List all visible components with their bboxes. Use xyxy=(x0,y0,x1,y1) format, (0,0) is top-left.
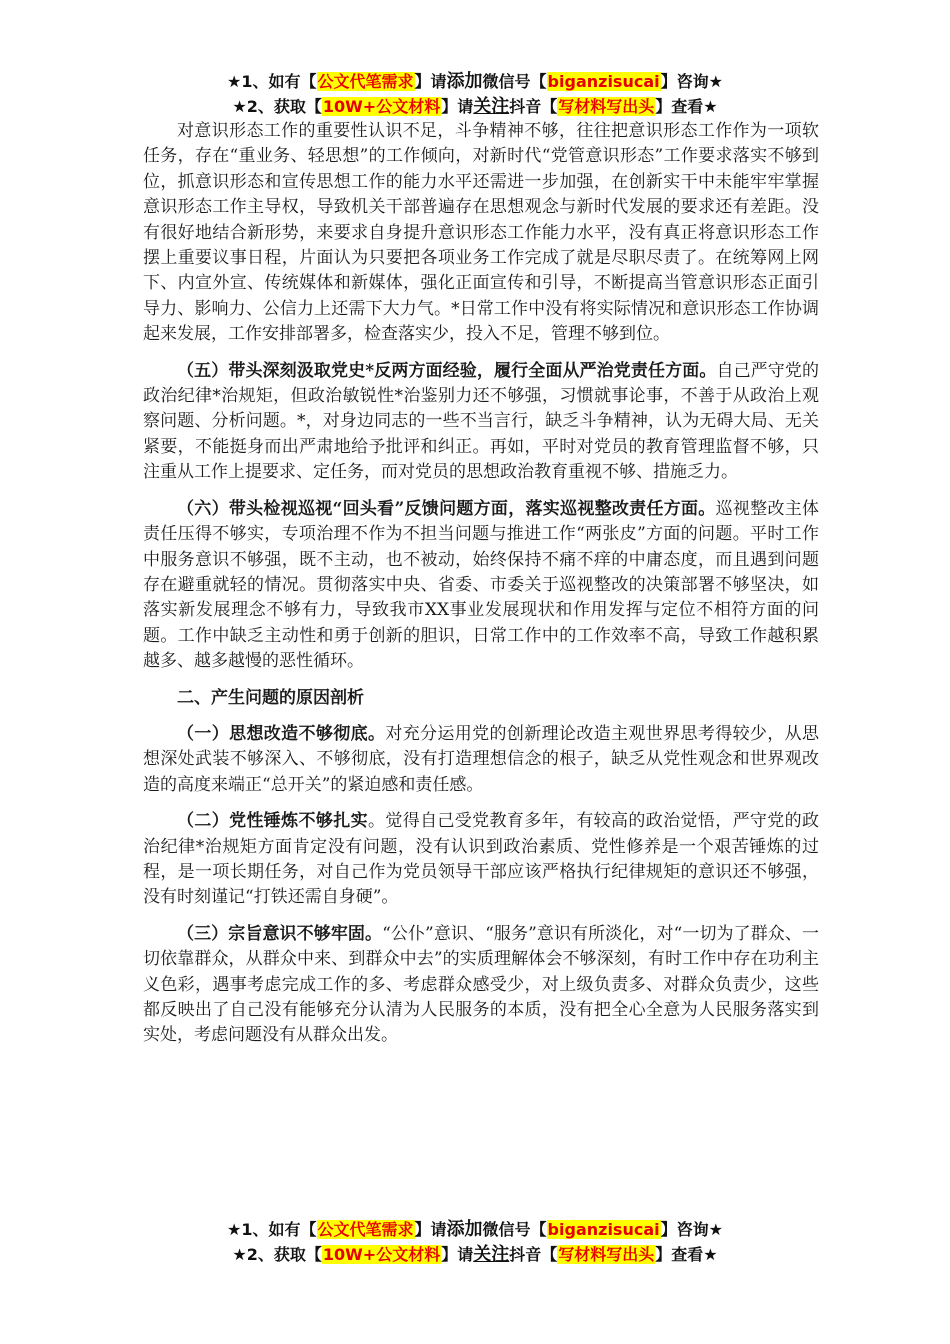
promo-highlight: 10W+公文材料 xyxy=(322,1245,441,1264)
paragraph-lead: （一）思想改造不够彻底。 xyxy=(177,723,386,744)
paragraph-lead: （二）党性锤炼不够扎实 xyxy=(177,811,368,832)
paragraph xyxy=(143,119,819,348)
promo-text: 】请 xyxy=(441,97,474,116)
promo-text: 】咨询★ xyxy=(660,1220,723,1239)
paragraph-text: 对充分运用党的创新理论改造主观世界思考得较少，从思想深处武装不够深入、不够彻底，没有打造理想信念的根子，缺乏从党性观念和世界观改造的高度来端正“总开关”的紧迫感和责任感。 xyxy=(143,723,820,795)
paragraph-text: “公仆”意识、“服务”意识有所淡化，对“一切为了群众、一切依靠群众，从群众中来、到群众中去”的实质理解体会不够深刻，有时工作中存在功利主义色彩，遇事考虑完成工作的多、考虑群众感受少，对上级负责多、对群众负责少，这些都反映出了自己没有能够充分认清为人民服务的本质，没有把全心全意为人民服务落实到实处，考虑问题没有从群众出发。 xyxy=(143,923,819,1046)
paragraph-text: 自己严守党的政治纪律*治规矩，但政治敏锐性*治鉴别力还不够强，习惯就事论事，不善于从政治上观察问题、分析问题。*，对身边同志的一些不当言行，缺乏斗争精神，认为无碍大局、无关紧要，不能挺身而出严肃地给予批评和纠正。再如，平时对党员的教育管理监督不够，只注重从工作上提要求、定任务，而对党员的思想政治教育重视不够、措施乏力。 xyxy=(143,360,820,483)
promo-line-1 xyxy=(0,1217,950,1242)
promo-highlight: 公文代笔需求 xyxy=(317,72,414,91)
promo-douyin-id: 写材料写出头 xyxy=(558,1245,655,1264)
paragraph-lead: （六）带头检视巡视“回头看”反馈问题方面，落实巡视整改责任方面。 xyxy=(177,498,716,519)
promo-text: 】查看★ xyxy=(655,97,718,116)
paragraph-lead: （三）宗旨意识不够牢固。 xyxy=(177,923,383,944)
paragraph-lead: （五）带头深刻汲取党史*反两方面经验，履行全面从严治党责任方面。 xyxy=(177,360,717,381)
promo-highlight: 公文代笔需求 xyxy=(317,1220,414,1239)
promo-text: ★1、如有【 xyxy=(227,72,317,91)
paragraph xyxy=(143,809,819,911)
promo-line-2 xyxy=(0,94,950,119)
promo-line-2 xyxy=(0,1242,950,1267)
promo-text: 微信号【 xyxy=(482,1220,547,1239)
promo-emphasis: 添加 xyxy=(446,71,483,92)
promo-text: 】查看★ xyxy=(655,1245,718,1264)
promo-wechat-id: biganzisucai xyxy=(547,1220,660,1239)
promo-header xyxy=(0,69,950,119)
promo-text: ★1、如有【 xyxy=(227,1220,317,1239)
promo-wechat-id: biganzisucai xyxy=(547,72,660,91)
promo-text: 】咨询★ xyxy=(660,72,723,91)
paragraph-text: 巡视整改主体责任压得不够实，专项治理不作为不担当问题与推进工作“两张皮”方面的问题。平时工作中服务意识不够强，既不主动，也不被动，始终保持不痛不痒的中庸态度，而且遇到问题存在避重就轻的情况。贯彻落实中央、省委、市委关于巡视整改的决策部署不够坚决，如落实新发展理念不够有力，导致我市XX事业发展现状和作用发挥与定位不相符方面的问题。工作中缺乏主动性和勇于创新的胆识，日常工作中的工作效率不高，导致工作越积累越多、越多越慢的恶性循环。 xyxy=(143,498,820,672)
promo-line-1 xyxy=(0,69,950,94)
paragraph xyxy=(143,359,819,486)
section-heading: 二、产生问题的原因剖析 xyxy=(177,687,364,708)
promo-text: 抖音【 xyxy=(509,97,558,116)
promo-text: ★2、获取【 xyxy=(232,97,322,116)
promo-text: 】请 xyxy=(414,1220,447,1239)
paragraph xyxy=(143,922,819,1049)
promo-text: 微信号【 xyxy=(482,72,547,91)
promo-footer xyxy=(0,1217,950,1267)
paragraph xyxy=(143,722,819,798)
promo-emphasis: 关注 xyxy=(473,96,510,117)
paragraph xyxy=(143,497,819,675)
promo-text: 】请 xyxy=(441,1245,474,1264)
promo-text: 】请 xyxy=(414,72,447,91)
paragraph-text: 对意识形态工作的重要性认识不足，斗争精神不够，往往把意识形态工作作为一项软任务，存在“重业务、轻思想”的工作倾向，对新时代“党管意识形态”工作要求落实不够到位，抓意识形态和宣传思想工作的能力水平还需进一步加强，在创新实干中未能牢牢掌握意识形态工作主导权，导致机关干部普遍存在思想观念与新时代发展的要求还有差距。没有很好地结合新形势，来要求自身提升意识形态工作能力水平，没有真正将意识形态工作摆上重要议事日程，片面认为只要把各项业务工作完成了就是尽职尽责了。在统筹网上网下、内宣外宣、传统媒体和新媒体，强化正面宣传和引导，不断提高当管意识形态正面引导力、影响力、公信力上还需下大力气。*日常工作中没有将实际情况和意识形态工作协调起来发展，工作安排部署多，检查落实少，投入不足，管理不够到位。 xyxy=(143,121,819,345)
promo-emphasis: 添加 xyxy=(446,1219,483,1240)
promo-highlight: 10W+公文材料 xyxy=(322,97,441,116)
promo-text: 抖音【 xyxy=(509,1245,558,1264)
paragraph-text: 。觉得自己受党教育多年，有较高的政治觉悟，严守党的政治纪律*治规矩方面肯定没有问题，没有认识到政治素质、党性修养是一个艰苦锤炼的过程，是一项长期任务，对自己作为党员领导干部应该严格执行纪律规矩的意识还不够强，没有时刻谨记“打铁还需自身硬”。 xyxy=(143,811,820,908)
promo-douyin-id: 写材料写出头 xyxy=(558,97,655,116)
promo-emphasis: 关注 xyxy=(473,1244,510,1265)
promo-text: ★2、获取【 xyxy=(232,1245,322,1264)
document-body xyxy=(143,119,819,1060)
